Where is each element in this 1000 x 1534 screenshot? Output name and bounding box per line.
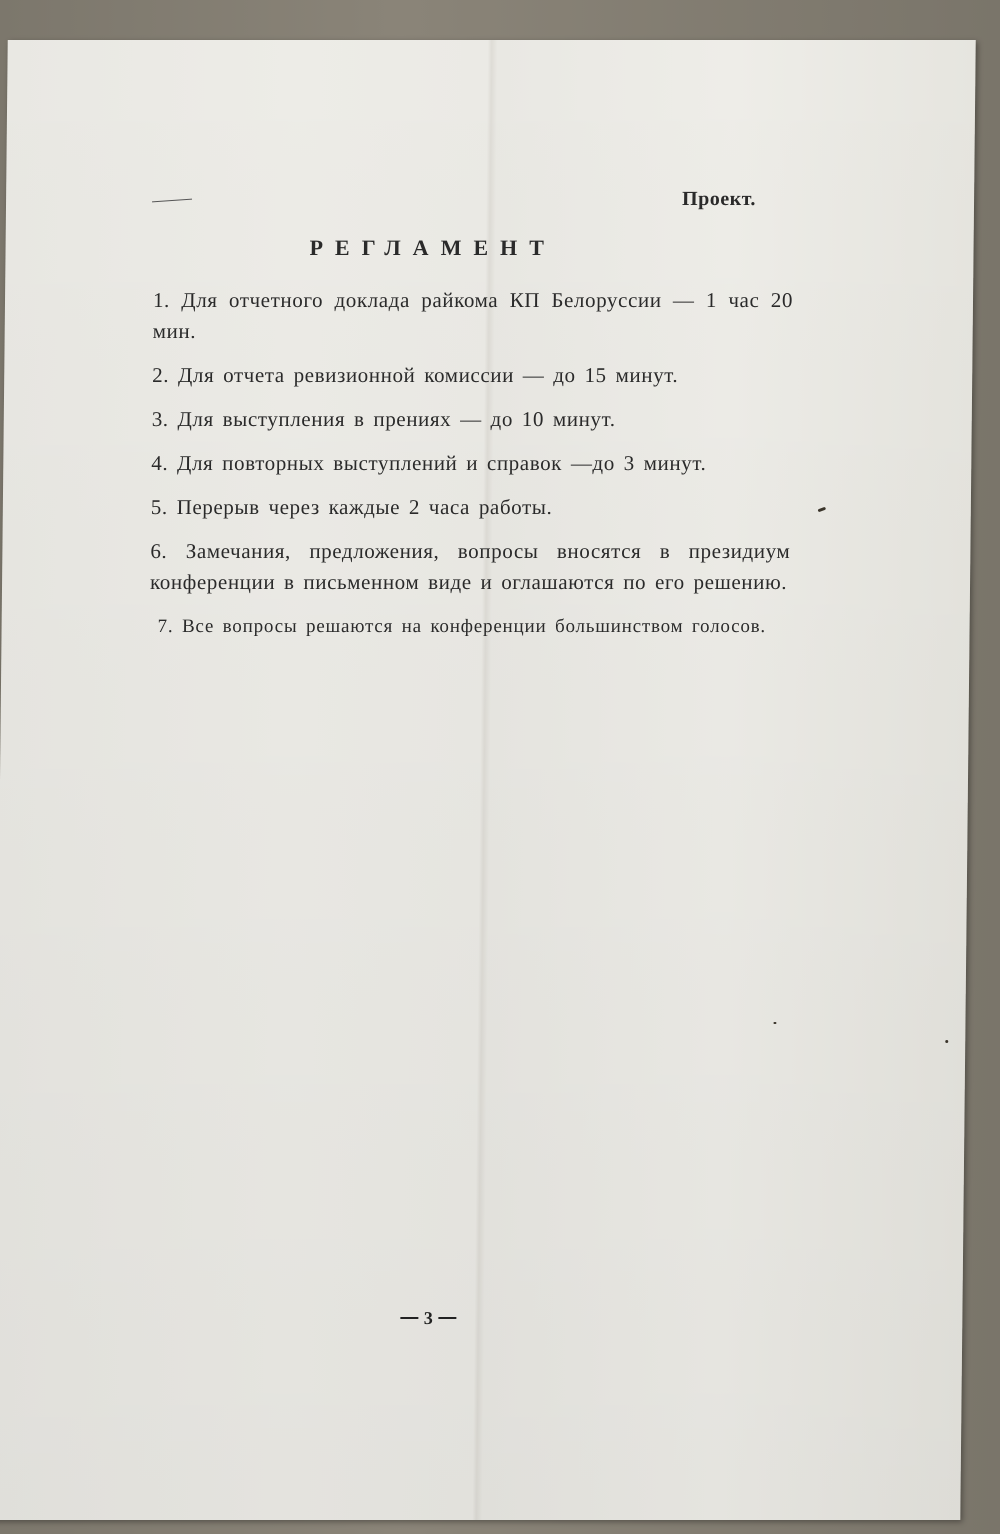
rule-item-2: 2. Для отчета ревизионной комиссии — до 15 минут.	[152, 363, 679, 387]
document-page	[0, 40, 976, 1520]
rule-item-3: 3. Для выступления в прениях — до 10 минут.	[151, 407, 616, 431]
paper-speck	[818, 507, 827, 513]
rule-item-6: 6. Замечания, предложения, вопросы вносятся в президиум конференции в письменном виде и оглашаются по его решению.	[149, 539, 791, 594]
rule-item-1: 1. Для отчетного доклада райкома КП Белоруссии — 1 час 20 мин.	[152, 288, 794, 343]
page-number-value: 3	[423, 1307, 433, 1328]
paper-speck	[773, 1022, 776, 1024]
rule-item-7: 7. Все вопросы решаются на конференции большинством голосов.	[157, 616, 767, 637]
rule-item-4: 4. Для повторных выступлений и справок —до 3 минут.	[151, 451, 707, 475]
page-number-dash-left	[400, 1317, 418, 1319]
document-title: РЕГЛАМЕНТ	[309, 235, 557, 260]
project-label: Проект.	[681, 188, 757, 210]
pencil-mark	[152, 199, 192, 204]
page-number	[400, 1305, 456, 1331]
paper-speck	[945, 1040, 948, 1043]
rule-item-5: 5. Перерыв через каждые 2 часа работы.	[150, 495, 553, 519]
page-number-dash-right	[438, 1317, 456, 1319]
rules-list	[149, 285, 793, 655]
